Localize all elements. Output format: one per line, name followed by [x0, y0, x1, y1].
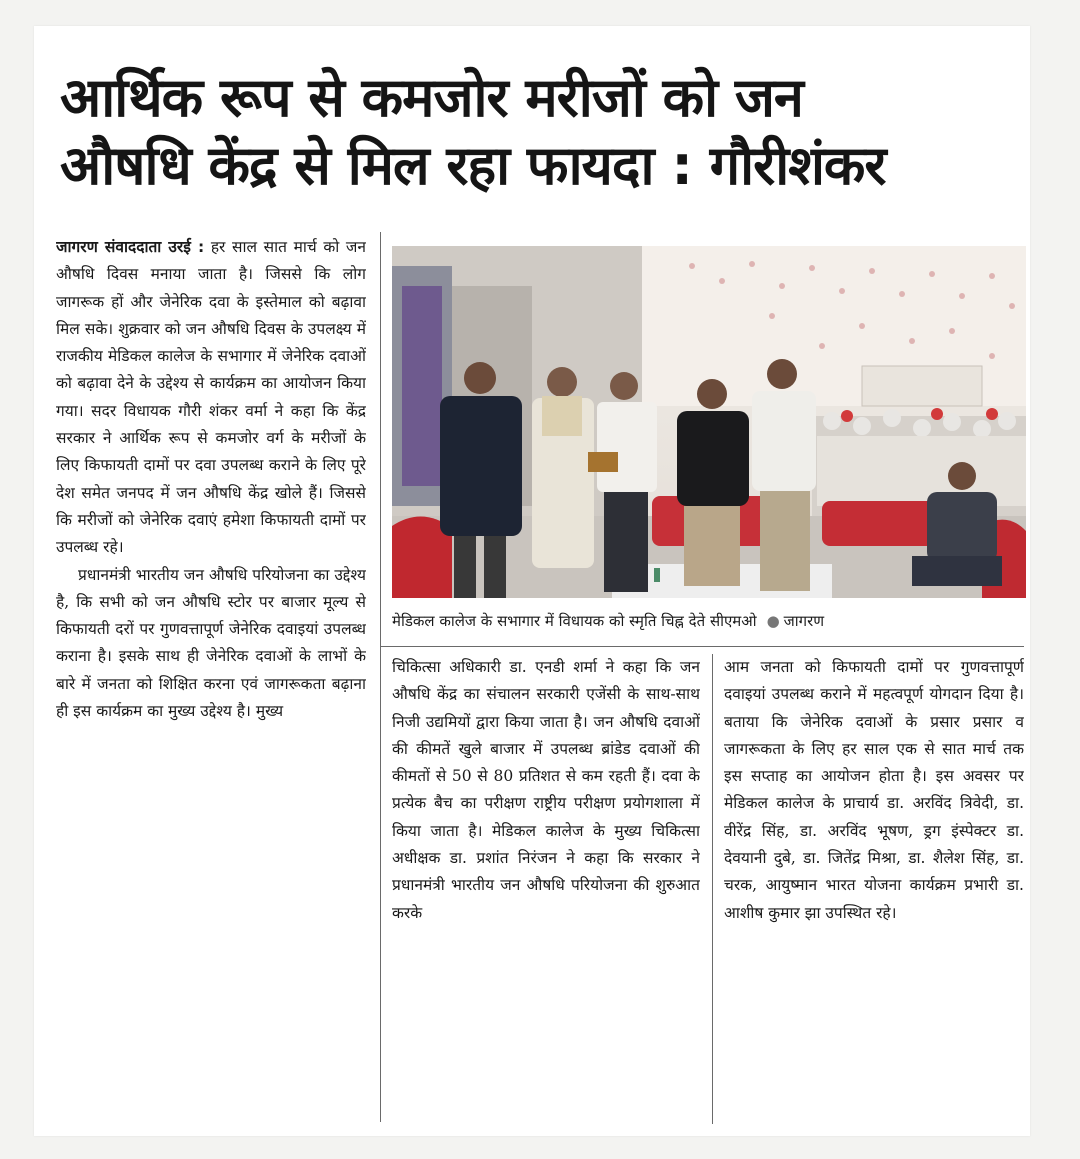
headline-line-2: औषधि केंद्र से मिल रहा फायदा : गौरीशंकर: [60, 134, 886, 197]
byline: जागरण संवाददाता उरई :: [56, 238, 205, 256]
newspaper-clipping: [34, 26, 1030, 1136]
article-column-1: [56, 234, 366, 1124]
article-column-3: [724, 654, 1024, 1124]
article-column-2: [392, 654, 700, 1124]
caption-text: मेडिकल कालेज के सभागार में विधायक को स्मृति चिह्न देते सीएमओ: [392, 612, 757, 630]
column-divider-1: [380, 232, 381, 1122]
paragraph-1: हर साल सात मार्च को जन औषधि दिवस मनाया जाता है। जिससे कि लोग जागरूक हों और जेनेरिक दवा के इस्तेमाल को बढ़ावा मिल सके। शुक्रवार को जन औषधि दिवस के उपलक्ष्य में राजकीय मेडिकल कालेज के सभागार में जेनेरिक दवाओं को बढ़ावा देने के उद्देश्य से कार्यक्रम का आयोजन किया गया। सदर विधायक गौरी शंकर वर्मा ने कहा कि केंद्र सरकार ने आर्थिक रूप से कमजोर वर्ग के मरीजों के लिए किफायती दामों पर दवा उपलब्ध कराने के लिए पूरे देश समेत जनपद में जन औषधि केंद्र खोले हैं। जिससे कि मरीजों को जेनेरिक दवाएं हमेशा किफायती दामों पर उपलब्ध रहे।: [56, 238, 366, 557]
bullet-icon: ●: [766, 612, 780, 630]
photo-caption: [392, 608, 1026, 634]
news-photo: [392, 246, 1026, 598]
caption-divider: [380, 646, 1024, 647]
event-photo-illustration: [392, 246, 1026, 598]
headline-line-1: आर्थिक रूप से कमजोर मरीजों को जन: [60, 66, 803, 129]
column-divider-2: [712, 654, 713, 1124]
paragraph-2: प्रधानमंत्री भारतीय जन औषधि परियोजना का उद्देश्य है, कि सभी को जन औषधि स्टोर पर बाजार मूल्य से किफायती दरों पर गुणवत्तापूर्ण जेनेरिक दवाइयां उपलब्ध कराना है। इसके साथ ही जेनेरिक दवाओं के लाभों के बारे में जनता को शिक्षित करना एवं जागरूकता बढ़ाना ही इस कार्यक्रम का मुख्य उद्देश्य है। मुख्य: [56, 565, 366, 721]
headline: [60, 64, 1020, 200]
paragraph-4: आम जनता को किफायती दामों पर गुणवत्तापूर्ण दवाइयां उपलब्ध कराने में महत्वपूर्ण योगदान दिया है। बताया कि जेनेरिक दवाओं के प्रसार प्रसार व जागरूकता के लिए हर साल एक से सात मार्च तक इस सप्ताह का आयोजन होता है। इस अवसर पर मेडिकल कालेज के प्राचार्य डा. अरविंद त्रिवेदी, डा. वीरेंद्र सिंह, डा. अरविंद भूषण, ड्रग इंस्पेक्टर डा. देवयानी दुबे, डा. जितेंद्र मिश्रा, डा. शैलेश सिंह, डा. चरक, आयुष्मान भारत योजना कार्यक्रम प्रभारी डा. आशीष कुमार झा उपस्थित रहे।: [724, 658, 1024, 922]
paragraph-3: चिकित्सा अधिकारी डा. एनडी शर्मा ने कहा कि जन औषधि केंद्र का संचालन सरकारी एजेंसी के साथ-साथ निजी उद्यमियों द्वारा किया जाता है। जन औषधि दवाओं की कीमतें खुले बाजार में उपलब्ध ब्रांडेड दवाओं की कीमतों से 50 से 80 प्रतिशत से कम रहती हैं। दवा के प्रत्येक बैच का परीक्षण राष्ट्रीय परीक्षण प्रयोगशाला में किया जाता है। मेडिकल कालेज के मुख्य चिकित्सा अधीक्षक डा. प्रशांत निरंजन ने कहा कि सरकार ने प्रधानमंत्री भारतीय जन औषधि परियोजना की शुरुआत करके: [392, 658, 700, 922]
caption-credit: जागरण: [783, 612, 825, 630]
